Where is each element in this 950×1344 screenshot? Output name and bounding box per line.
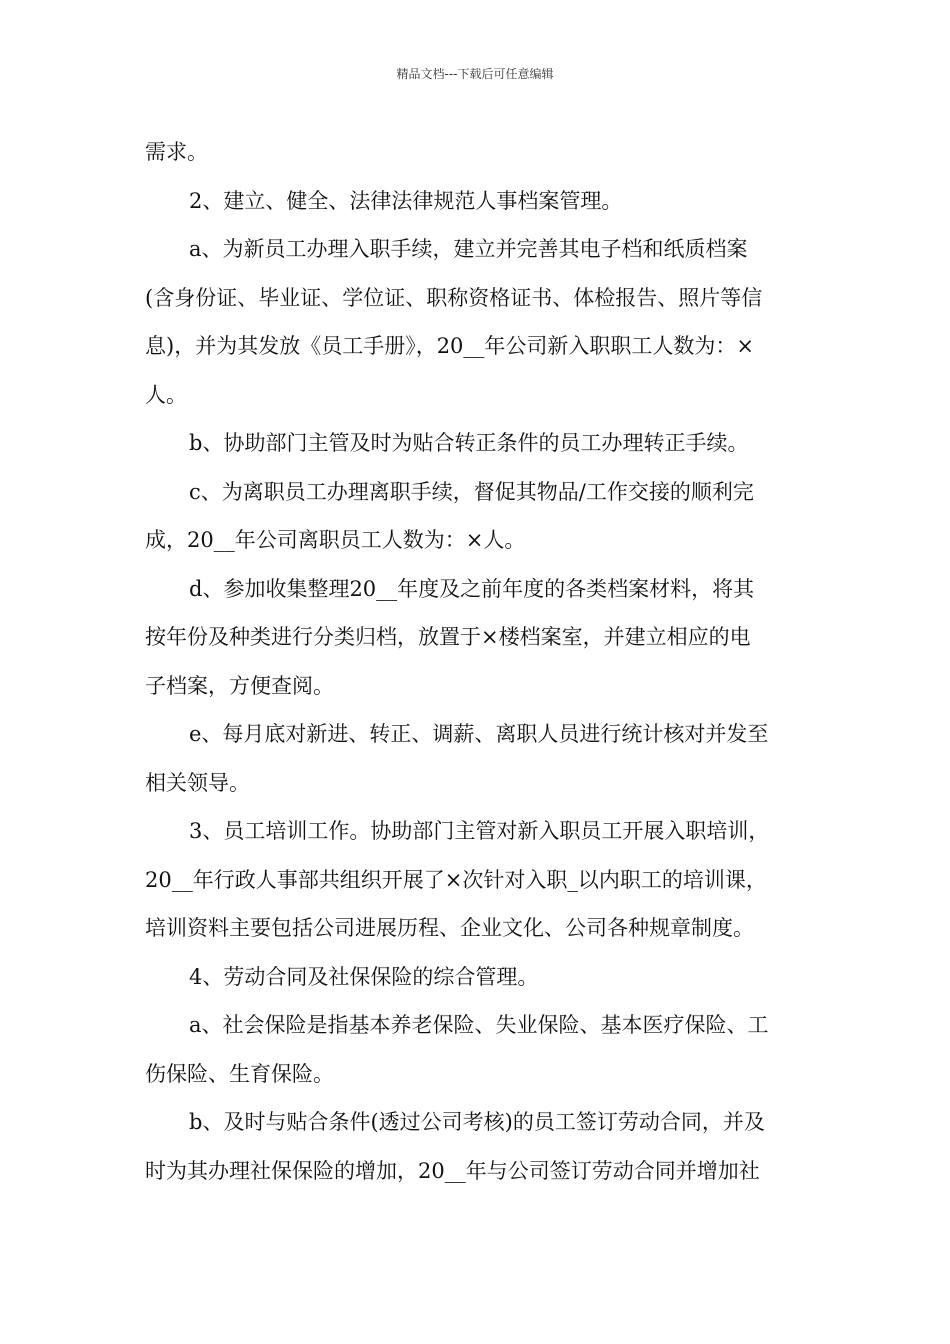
text-line: a、社会保险是指基本养老保险、失业保险、基本医疗保险、工 (189, 1013, 769, 1037)
text-line: 培训资料主要包括公司进展历程、企业文化、公司各种规章制度。 (145, 916, 754, 940)
text-line: b、协助部门主管及时为贴合转正条件的员工办理转正手续。 (189, 431, 749, 455)
text-line: 成，20__年公司离职员工人数为：×人。 (145, 528, 526, 552)
text-line: 人。 (145, 382, 187, 407)
text-line: 3、员工培训工作。协助部门主管对新入职员工开展入职培训， (189, 819, 770, 843)
text-line: 子档案，方便查阅。 (145, 673, 334, 698)
text-line: (含身份证、毕业证、学位证、职称资格证书、体检报告、照片等信 (145, 285, 763, 310)
text-line: b、及时与贴合条件(透过公司考核)的员工签订劳动合同，并及 (189, 1110, 765, 1134)
text-line: 伤保险、生育保险。 (145, 1061, 334, 1086)
text-line: a、为新员工办理入职手续，建立并完善其电子档和纸质档案 (189, 237, 748, 261)
text-line: 息)，并为其发放《员工手册》，20__年公司新入职职工人数为：× (145, 334, 755, 358)
text-line: c、为离职员工办理离职手续，督促其物品/工作交接的顺利完 (189, 479, 754, 504)
text-line: 4、劳动合同及社保保险的综合管理。 (189, 964, 539, 989)
text-line: 时为其办理社保保险的增加，20__年与公司签订劳动合同并增加社 (145, 1158, 760, 1183)
document-body (145, 128, 810, 1195)
text-line: d、参加收集整理20__年度及之前年度的各类档案材料，将其 (189, 576, 755, 601)
text-line: 需求。 (145, 140, 208, 164)
text-line: e、每月底对新进、转正、调薪、离职人员进行统计核对并发至 (189, 722, 769, 746)
text-line: 2、建立、健全、法律法律规范人事档案管理。 (189, 188, 623, 213)
text-line: 20__年行政人事部共组织开展了×次针对入职_以内职工的培训课， (145, 867, 767, 892)
text-line: 相关领导。 (145, 770, 250, 795)
page-header: 精品文档---下载后可任意编辑 (396, 67, 554, 81)
text-line: 按年份及种类进行分类归档，放置于×楼档案室，并建立相应的电 (145, 625, 751, 649)
